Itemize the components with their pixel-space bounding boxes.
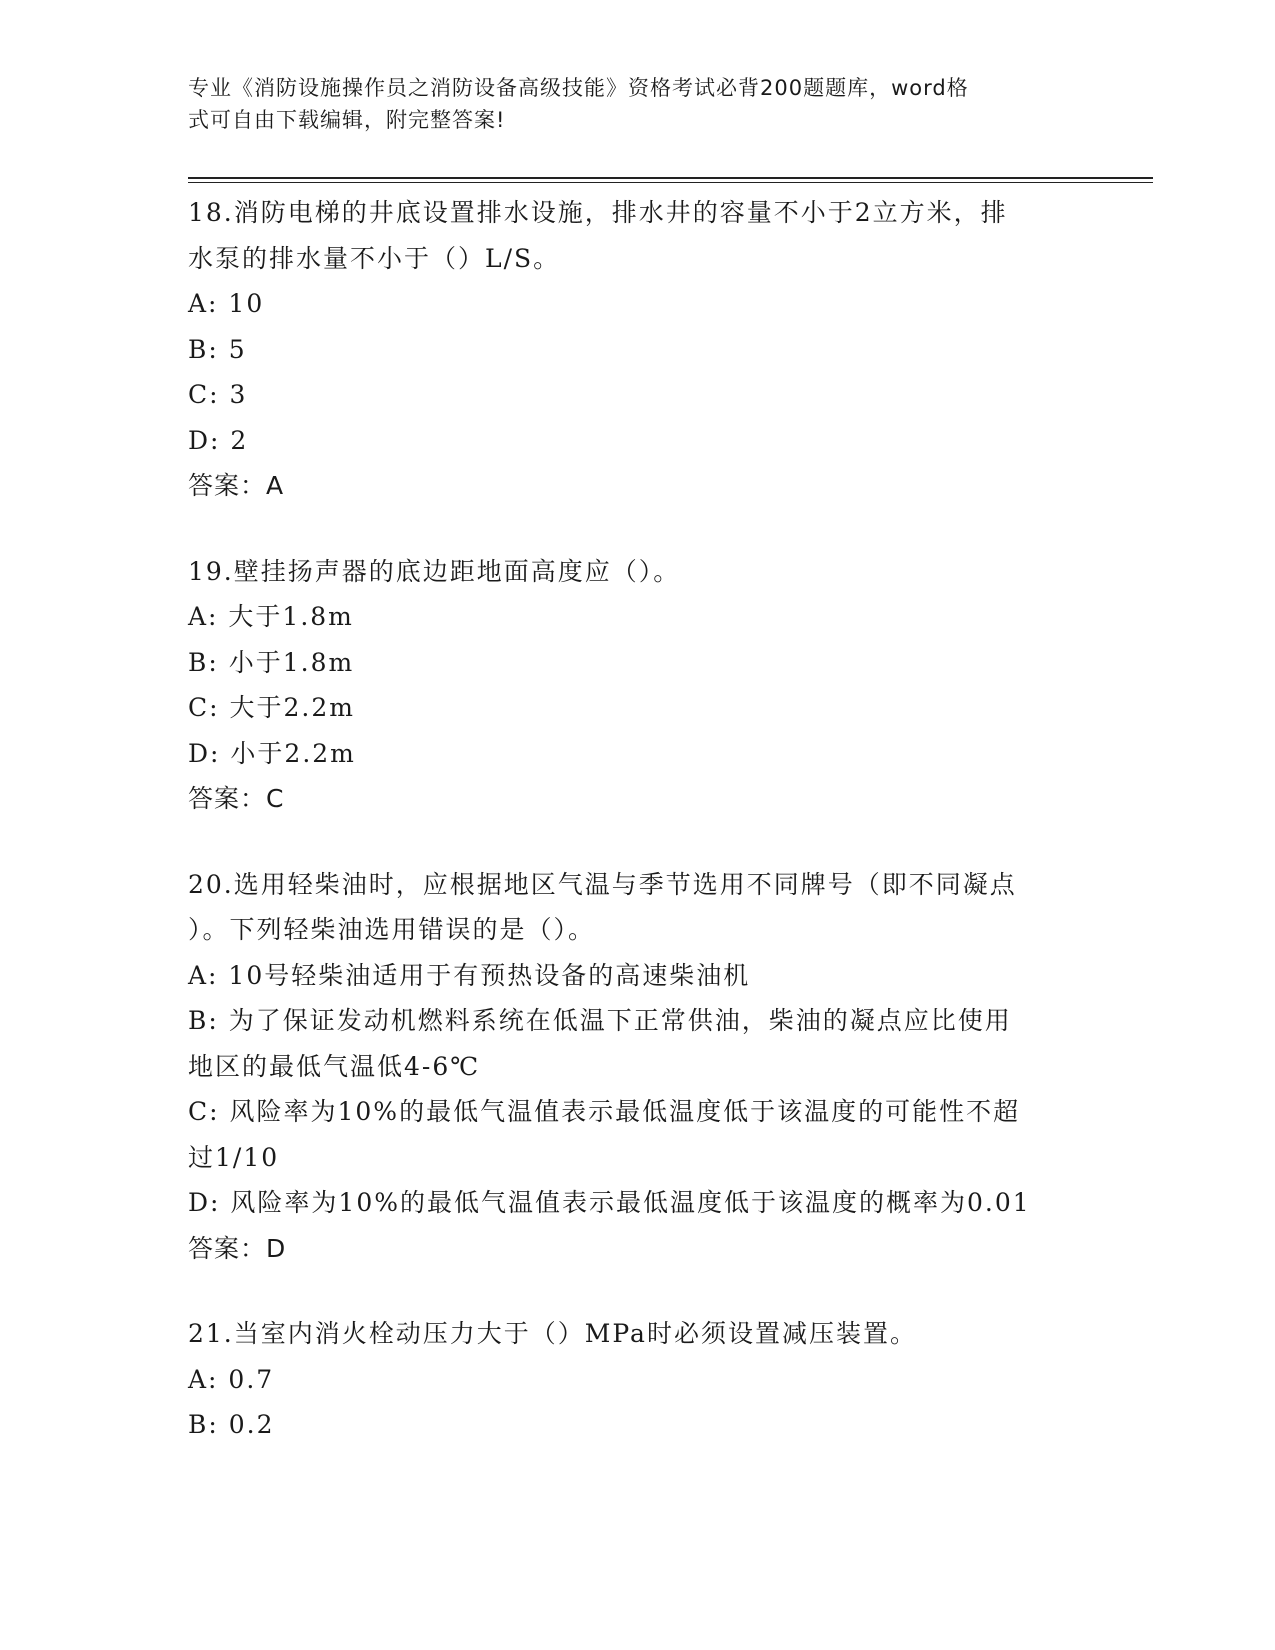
option-a: A: 0.7: [188, 1364, 275, 1394]
question-19: [188, 549, 1078, 822]
question-stem: 19.壁挂扬声器的底边距地面高度应（）。: [188, 556, 681, 586]
answer-label: 答案：A: [188, 471, 285, 500]
option-c-continued: 过1/10: [188, 1142, 280, 1172]
question-18: [188, 190, 1078, 509]
question-stem: 水泵的排水量不小于（）L/S。: [188, 243, 561, 273]
header-line-1: 专业《消防设施操作员之消防设备高级技能》资格考试必背200题题库，word格: [188, 76, 969, 100]
option-d: D: 2: [188, 425, 249, 455]
option-a: A: 大于1.8m: [188, 602, 354, 631]
option-c: C: 大于2.2m: [188, 693, 355, 722]
option-b: B: 为了保证发动机燃料系统在低温下正常供油，柴油的凝点应比使用: [188, 1006, 1012, 1035]
answer-label: 答案：D: [188, 1233, 287, 1263]
option-d: D: 风险率为10%的最低气温值表示最低温度低于该温度的概率为0.01: [188, 1188, 1031, 1217]
option-c: C: 3: [188, 380, 248, 409]
document-header: [188, 72, 1068, 136]
question-stem: ）。下列轻柴油选用错误的是（）。: [188, 915, 596, 944]
option-b: B: 5: [188, 334, 247, 364]
question-stem: 18.消防电梯的井底设置排水设施，排水井的容量不小于2立方米，排: [188, 198, 1008, 227]
question-20: [188, 862, 1078, 1272]
option-b-continued: 地区的最低气温低4-6℃: [188, 1051, 481, 1081]
header-line-2: 式可自由下载编辑，附完整答案!: [188, 108, 506, 132]
answer-label: 答案：C: [188, 784, 285, 813]
option-d: D: 小于2.2m: [188, 738, 356, 768]
option-a: A: 10: [188, 289, 265, 318]
question-stem: 21.当室内消火栓动压力大于（）MPa时必须设置减压装置。: [188, 1319, 917, 1348]
option-a: A: 10号轻柴油适用于有预热设备的高速柴油机: [188, 960, 751, 990]
header-divider-thick: [188, 177, 1153, 179]
question-stem: 20.选用轻柴油时，应根据地区气温与季节选用不同牌号（即不同凝点: [188, 869, 1017, 899]
option-b: B: 小于1.8m: [188, 647, 355, 677]
header-divider-thin: [188, 182, 1153, 183]
option-b: B: 0.2: [188, 1410, 275, 1439]
question-list: [188, 190, 1078, 1488]
option-c: C: 风险率为10%的最低气温值表示最低温度低于该温度的可能性不超: [188, 1097, 1021, 1126]
question-21: [188, 1311, 1078, 1448]
